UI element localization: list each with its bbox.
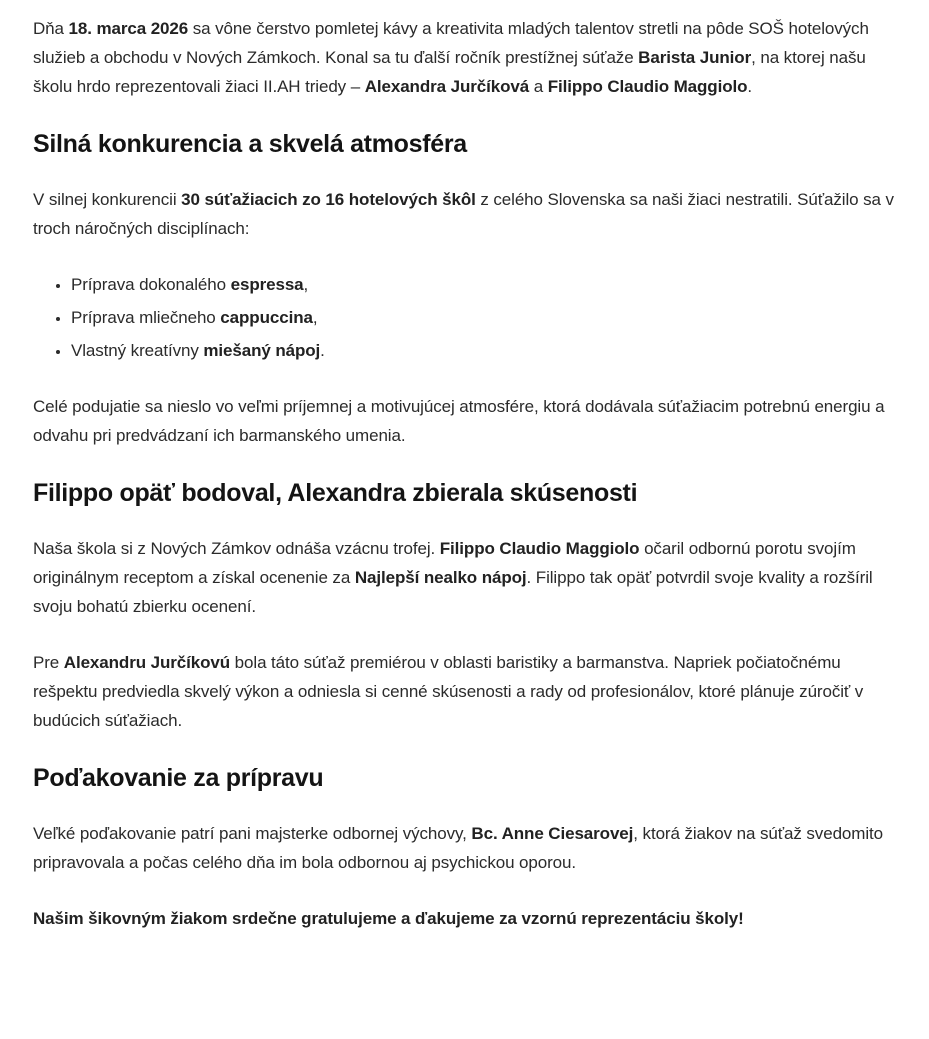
- alexandra-paragraph: Pre Alexandru Jurčíkovú bola táto súťaž premiérou v oblasti baristiky a barmanstva. Napriek počiatočnému rešpektu predviedla skvelý výkon a odniesla si cenné skúsenosti a rady od profesionálov, ktoré plánuje zúročiť v budúcich súťažiach.: [33, 653, 864, 730]
- closing-paragraph: Našim šikovným žiakom srdečne gratulujeme a ďakujeme za vzornú reprezentáciu školy!: [33, 909, 744, 928]
- section-heading-results: Filippo opäť bodoval, Alexandra zbierala skúsenosti: [33, 479, 638, 507]
- discipline-item-cappuccino: • Príprava mliečneho cappuccina,: [71, 303, 896, 332]
- atmosphere-paragraph: Celé podujatie sa nieslo vo veľmi príjemnej a motivujúcej atmosfére, ktorá dodávala súťažiacim potrebnú energiu a odvahu pri predvádzaní ich barmanského umenia.: [33, 397, 885, 445]
- filippo-paragraph: Naša škola si z Nových Zámkov odnáša vzácnu trofej. Filippo Claudio Maggiolo očaril odbornú porotu svojím originálnym receptom a získal ocenenie za Najlepší nealko nápoj. Filippo tak opäť potvrdil svoje kvality a rozšíril svoju bohatú zbierku ocenení.: [33, 539, 873, 616]
- section-heading-thanks: Poďakovanie za prípravu: [33, 764, 324, 792]
- disciplines-list: [33, 270, 896, 365]
- section-heading-competition: Silná konkurencia a skvelá atmosféra: [33, 130, 467, 158]
- competition-paragraph: V silnej konkurencii 30 súťažiacich zo 16 hotelových škôl z celého Slovenska sa naši žiaci nestratili. Súťažilo sa v troch náročných disciplínach:: [33, 190, 894, 238]
- discipline-item-mixed-drink: • Vlastný kreatívny miešaný nápoj.: [71, 336, 896, 365]
- intro-paragraph: Dňa 18. marca 2026 sa vône čerstvo pomletej kávy a kreativita mladých talentov stretli na pôde SOŠ hotelových služieb a obchodu v Nových Zámkoch. Konal sa tu ďalší ročník prestížnej súťaže Barista Junior, na ktorej našu školu hrdo reprezentovali žiaci II.AH triedy – Alexandra Jurčíková a Filippo Claudio Maggiolo.: [33, 19, 869, 96]
- discipline-item-espresso: • Príprava dokonalého espressa,: [71, 270, 896, 299]
- thanks-paragraph: Veľké poďakovanie patrí pani majsterke odbornej výchovy, Bc. Anne Ciesarovej, ktorá žiakov na súťaž svedomito pripravovala a počas celého dňa im bola odbornou aj psychickou oporou.: [33, 824, 883, 872]
